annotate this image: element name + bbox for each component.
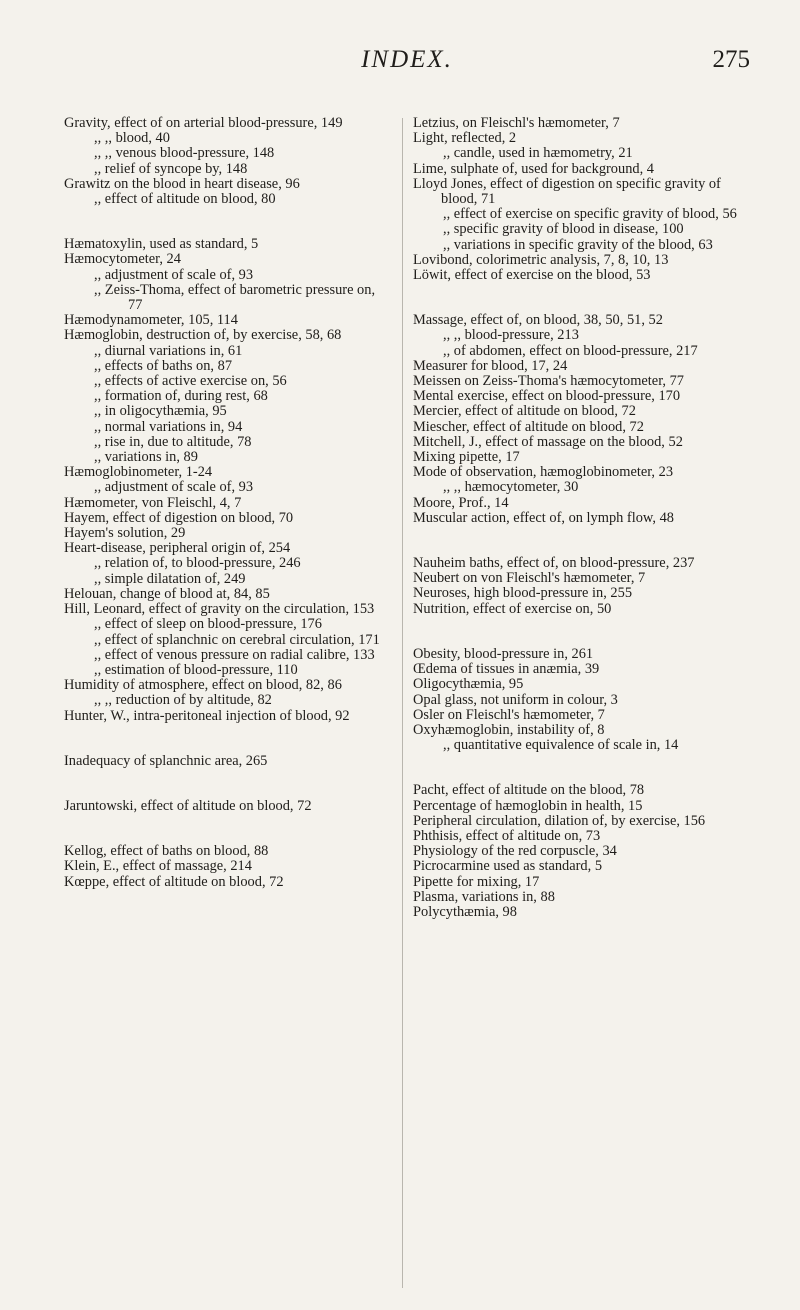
index-entry: Hæmatoxylin, used as standard, 5	[64, 236, 259, 253]
index-letter-group	[64, 116, 392, 207]
index-letter-group	[64, 799, 392, 814]
index-entry: Meissen on Zeiss-Thoma's hæmocytometer, 77	[413, 373, 684, 390]
index-entry: ,, effect of splanchnic on cerebral circulation, 171	[94, 631, 380, 648]
index-entry: Mental exercise, effect on blood-pressure, 170	[413, 388, 681, 405]
page-header	[64, 46, 750, 86]
index-letter-group	[413, 647, 753, 753]
index-letter-group	[64, 754, 392, 769]
index-entry: ,, ,, blood, 40	[94, 130, 170, 147]
index-entry: Peripheral circulation, dilation of, by exercise, 156	[413, 812, 706, 829]
index-entry: ,, in oligocythæmia, 95	[94, 403, 227, 420]
index-entry: Light, reflected, 2	[413, 130, 517, 147]
index-entry: Polycythæmia, 98	[413, 903, 517, 920]
index-entry: Helouan, change of blood at, 84, 85	[64, 585, 270, 602]
index-entry: ,, Zeiss-Thoma, effect of barometric pressure on, 77	[94, 281, 376, 314]
index-entry: ,, estimation of blood-pressure, 110	[94, 661, 298, 678]
index-entry: Massage, effect of, on blood, 38, 50, 51, 52	[413, 312, 663, 329]
index-entry: Nauheim baths, effect of, on blood-pressure, 237	[413, 555, 695, 572]
index-entry: Mercier, effect of altitude on blood, 72	[413, 403, 636, 420]
index-entry: Hæmoglobinometer, 1-24	[64, 464, 213, 481]
page-number: 275	[712, 46, 750, 73]
index-entry: ,, relation of, to blood-pressure, 246	[94, 555, 301, 572]
index-letter-group	[413, 556, 753, 617]
index-letter-group	[64, 237, 392, 724]
index-entry: Mitchell, J., effect of massage on the blood, 52	[413, 433, 683, 450]
index-entry: ,, ,, venous blood-pressure, 148	[94, 145, 275, 162]
index-entry: ,, diurnal variations in, 61	[94, 342, 243, 359]
index-entry: Mixing pipette, 17	[413, 449, 520, 466]
index-entry: Neubert on von Fleischl's hæmometer, 7	[413, 570, 646, 587]
index-entry: ,, rise in, due to altitude, 78	[94, 433, 252, 450]
index-entry: Grawitz on the blood in heart disease, 96	[64, 175, 300, 192]
index-entry: Obesity, blood-pressure in, 261	[413, 645, 594, 662]
index-entry: ,, formation of, during rest, 68	[94, 388, 268, 405]
page-title: INDEX.	[361, 46, 453, 73]
index-entry: Pipette for mixing, 17	[413, 873, 540, 890]
index-entry: Hæmometer, von Fleischl, 4, 7	[64, 494, 242, 511]
index-entry: Mode of observation, hæmoglobinometer, 23	[413, 464, 674, 481]
index-entry: ,, effect of altitude on blood, 80	[94, 191, 276, 208]
index-entry: ,, candle, used in hæmometry, 21	[443, 145, 633, 162]
index-entry: ,, relief of syncope by, 148	[94, 160, 248, 177]
index-column-left	[64, 116, 392, 920]
index-entry: Kellog, effect of baths on blood, 88	[64, 843, 269, 860]
index-entry: ,, variations in specific gravity of the blood, 63	[443, 236, 713, 253]
index-entry: Löwit, effect of exercise on the blood, 53	[413, 267, 651, 284]
index-entry: ,, effects of baths on, 87	[94, 357, 233, 374]
index-entry: Muscular action, effect of, on lymph flow, 48	[413, 509, 674, 526]
index-entry: Humidity of atmosphere, effect on blood, 82, 86	[64, 677, 342, 694]
index-entry: Hæmoglobin, destruction of, by exercise, 58, 68	[64, 327, 342, 344]
index-entry: ,, adjustment of scale of, 93	[94, 266, 254, 283]
index-entry: ,, ,, blood-pressure, 213	[443, 327, 579, 344]
index-entry: ,, quantitative equivalence of scale in, 14	[443, 737, 679, 754]
index-entry: ,, of abdomen, effect on blood-pressure, 217	[443, 342, 698, 359]
index-entry: Osler on Fleischl's hæmometer, 7	[413, 706, 605, 723]
index-entry: ,, effect of exercise on specific gravity of blood, 56	[443, 206, 737, 223]
index-entry: Opal glass, not uniform in colour, 3	[413, 691, 618, 708]
index-entry: Measurer for blood, 17, 24	[413, 357, 568, 374]
index-entry: Gravity, effect of on arterial blood-pressure, 149	[64, 115, 343, 131]
index-entry: Phthisis, effect of altitude on, 73	[413, 827, 601, 844]
index-entry: Kœppe, effect of altitude on blood, 72	[64, 873, 284, 890]
index-entry: Picrocarmine used as standard, 5	[413, 858, 603, 875]
index-entry: Nutrition, effect of exercise on, 50	[413, 600, 612, 617]
index-letter-group	[64, 844, 392, 890]
index-entry: Lovibond, colorimetric analysis, 7, 8, 10, 13	[413, 251, 669, 268]
index-entry: Neuroses, high blood-pressure in, 255	[413, 585, 633, 602]
index-entry: Lloyd Jones, effect of digestion on specific gravity of blood, 71	[413, 175, 721, 208]
index-entry: ,, effect of sleep on blood-pressure, 176	[94, 616, 322, 633]
index-entry: Oligocythæmia, 95	[413, 676, 524, 693]
index-entry: Hunter, W., intra-peritoneal injection of blood, 92	[64, 707, 350, 724]
index-letter-group	[413, 116, 753, 283]
index-entry: ,, simple dilatation of, 249	[94, 570, 246, 587]
index-entry: Physiology of the red corpuscle, 34	[413, 843, 617, 860]
index-entry: ,, ,, reduction of by altitude, 82	[94, 692, 272, 709]
index-entry: Œdema of tissues in anæmia, 39	[413, 661, 600, 678]
index-entry: Moore, Prof., 14	[413, 494, 509, 511]
index-letter-group	[413, 783, 753, 920]
index-entry: Plasma, variations in, 88	[413, 888, 555, 905]
index-entry: ,, effect of venous pressure on radial calibre, 133	[94, 646, 375, 663]
index-entry: Oxyhæmoglobin, instability of, 8	[413, 721, 605, 738]
index-entry: Miescher, effect of altitude on blood, 72	[413, 418, 644, 435]
index-entry: ,, ,, hæmocytometer, 30	[443, 479, 579, 496]
index-entry: Hayem, effect of digestion on blood, 70	[64, 509, 294, 526]
index-entry: Hayem's solution, 29	[64, 525, 186, 542]
index-entry: Inadequacy of splanchnic area, 265	[64, 752, 268, 769]
index-entry: ,, adjustment of scale of, 93	[94, 479, 254, 496]
index-entry: Percentage of hæmoglobin in health, 15	[413, 797, 643, 814]
index-column-right	[413, 116, 753, 950]
index-entry: ,, specific gravity of blood in disease, 100	[443, 221, 684, 238]
column-divider	[402, 118, 403, 1288]
index-entry: Letzius, on Fleischl's hæmometer, 7	[413, 115, 620, 131]
index-entry: Lime, sulphate of, used for background, 4	[413, 160, 654, 177]
index-entry: Pacht, effect of altitude on the blood, 78	[413, 782, 645, 799]
index-entry: ,, variations in, 89	[94, 449, 198, 466]
index-letter-group	[413, 313, 753, 526]
index-entry: Hæmocytometer, 24	[64, 251, 181, 268]
index-entry: Jaruntowski, effect of altitude on blood, 72	[64, 797, 312, 814]
index-entry: Heart-disease, peripheral origin of, 254	[64, 540, 291, 557]
index-entry: ,, normal variations in, 94	[94, 418, 243, 435]
index-entry: Hill, Leonard, effect of gravity on the circulation, 153	[64, 601, 375, 618]
index-entry: Hæmodynamometer, 105, 114	[64, 312, 238, 329]
index-entry: ,, effects of active exercise on, 56	[94, 373, 287, 390]
index-entry: Klein, E., effect of massage, 214	[64, 858, 252, 875]
